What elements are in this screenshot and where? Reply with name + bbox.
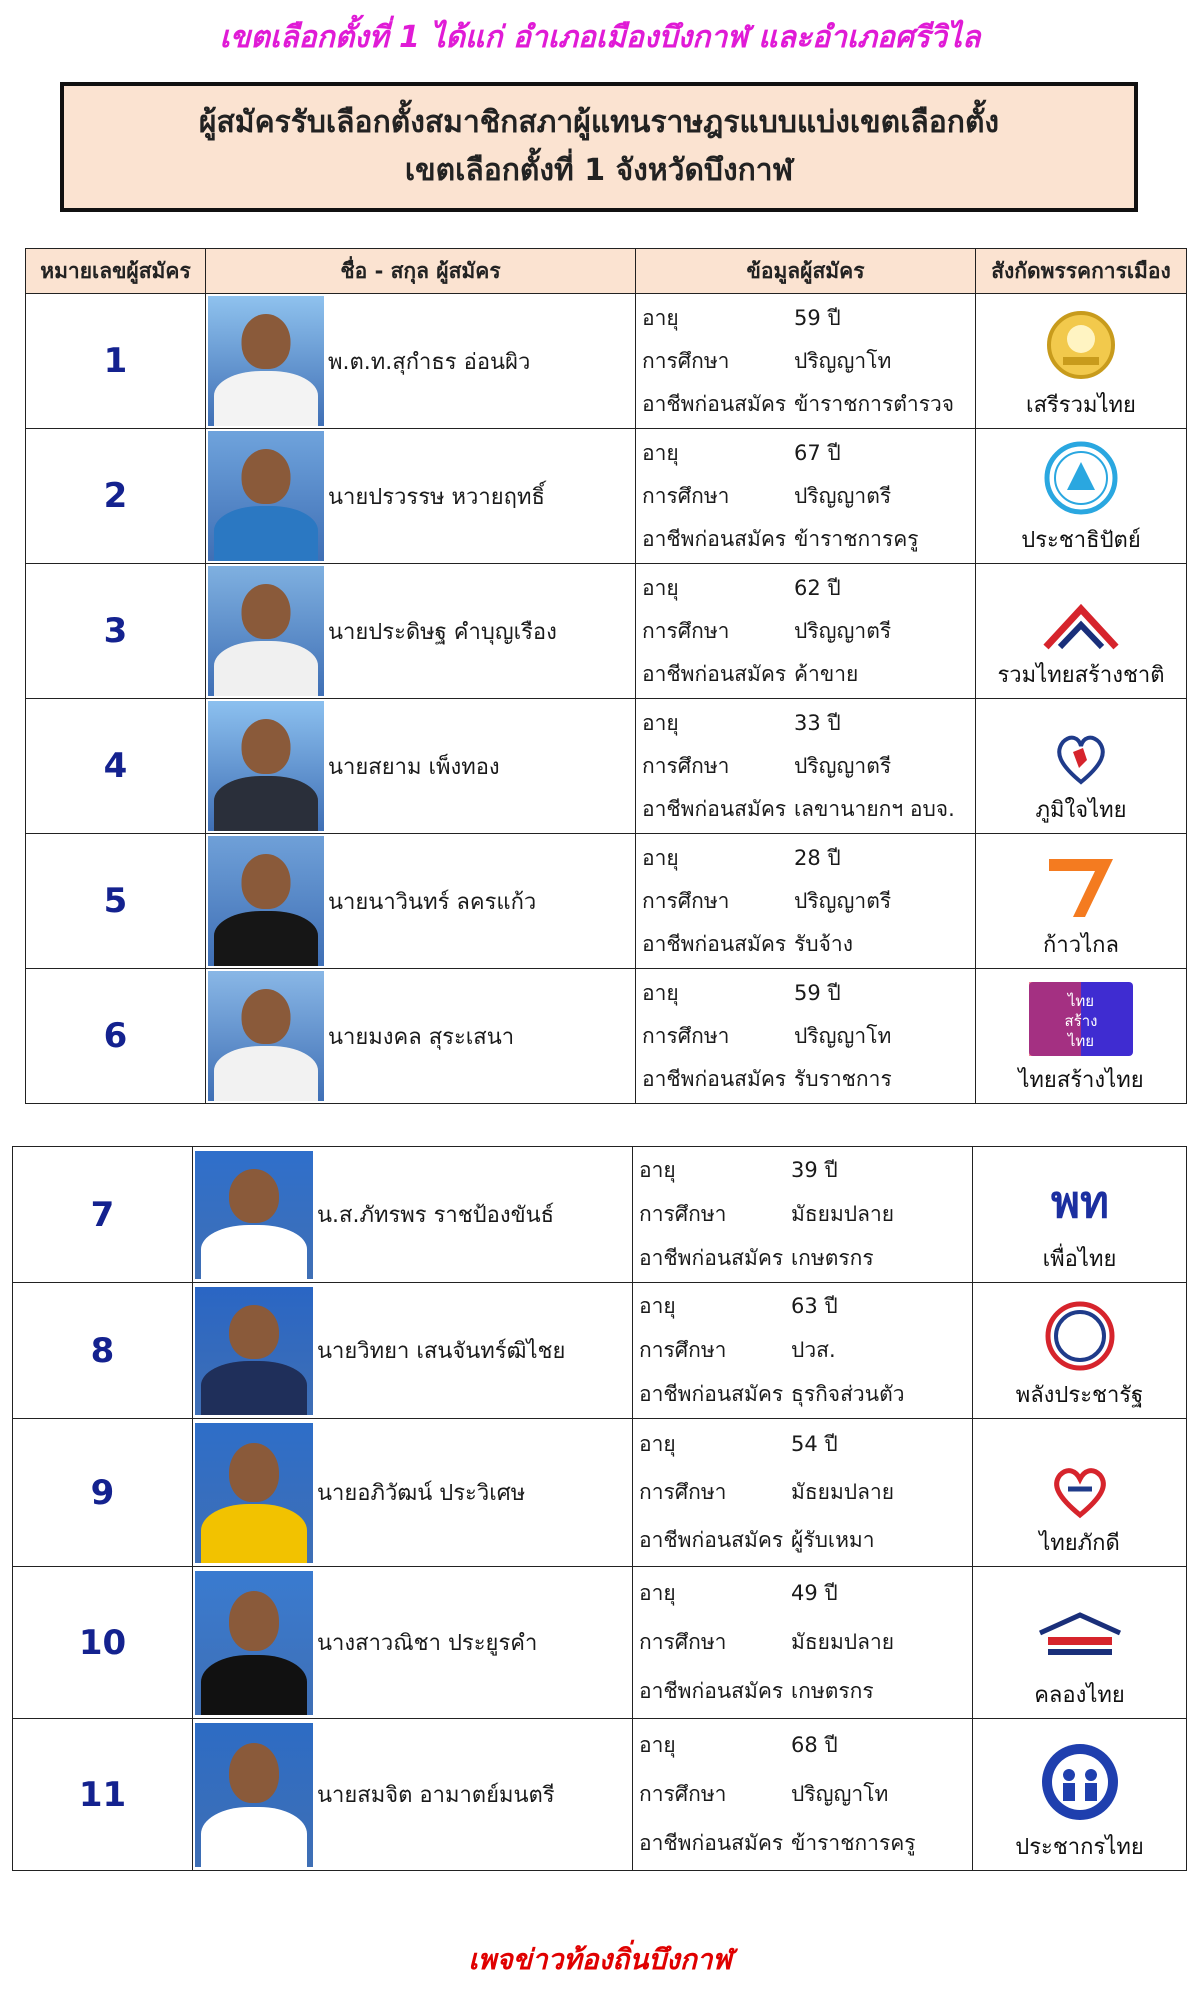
education-row (636, 610, 975, 653)
svg-text:ไทย: ไทย (1067, 1031, 1095, 1050)
occupation-value: ข้าราชการครู (791, 1831, 916, 1855)
age-label: อายุ (642, 980, 679, 1005)
party-name: เสรีรวมไทย (1026, 392, 1136, 418)
age-value: 28 ปี (794, 845, 841, 870)
party-cell (973, 1283, 1187, 1419)
candidate-number: 5 (26, 834, 206, 969)
table-header-row (26, 249, 1187, 294)
candidate-photo (208, 836, 324, 966)
candidate-photo (195, 1571, 313, 1715)
thai-citizen-logo (1039, 1741, 1121, 1823)
education-label: การศึกษา (639, 1630, 727, 1654)
occupation-label: อาชีพก่อนสมัคร (639, 1679, 784, 1703)
age-row (636, 702, 975, 745)
table-row (13, 1147, 1187, 1283)
candidate-name: นายนาวินทร์ ลครแก้ว (328, 889, 537, 915)
party-cell (973, 1419, 1187, 1567)
age-row (633, 1421, 972, 1469)
education-row (636, 475, 975, 518)
age-value: 59 ปี (794, 305, 841, 330)
occupation-row (636, 383, 975, 426)
candidate-info (633, 1419, 973, 1567)
seri-ruam-thai-logo (1045, 309, 1117, 381)
occupation-row (636, 518, 975, 561)
age-row (636, 837, 975, 880)
education-label: การศึกษา (639, 1782, 727, 1806)
age-value: 68 ปี (791, 1733, 838, 1757)
education-value: มัธยมปลาย (791, 1202, 895, 1226)
table-row (13, 1419, 1187, 1567)
thai-sang-thai-logo (1029, 982, 1133, 1056)
candidate-name: นายวิทยา เสนจันทร์ฒิไชย (317, 1339, 566, 1364)
education-value: ปริญญาตรี (794, 618, 892, 643)
occupation-label: อาชีพก่อนสมัคร (639, 1382, 784, 1406)
party-cell (973, 1719, 1187, 1871)
candidate-info (633, 1567, 973, 1719)
occupation-label: อาชีพก่อนสมัคร (642, 661, 787, 686)
occupation-row (636, 923, 975, 966)
education-value: ปริญญาตรี (794, 753, 892, 778)
education-label: การศึกษา (642, 753, 730, 778)
candidate-name-cell (193, 1419, 633, 1567)
age-label: อายุ (642, 440, 679, 465)
education-value: ปริญญาโท (794, 1023, 892, 1048)
candidate-info (636, 969, 976, 1104)
move-forward-logo (1045, 855, 1117, 921)
age-label: อายุ (639, 1733, 676, 1757)
candidate-info (636, 294, 976, 429)
table-row (26, 699, 1187, 834)
table-row (13, 1567, 1187, 1719)
table-row (26, 564, 1187, 699)
candidate-name-cell (193, 1147, 633, 1283)
candidate-name: นายมงคล สุระเสนา (328, 1024, 515, 1050)
candidate-name-cell (206, 834, 636, 969)
occupation-value: ข้าราชการตำรวจ (794, 391, 955, 416)
education-value: ปริญญาตรี (794, 483, 892, 508)
party-cell (976, 699, 1187, 834)
ruam-thai-sang-chart-logo (1036, 603, 1126, 651)
candidate-number: 8 (13, 1283, 193, 1419)
education-row (633, 1618, 972, 1667)
party-name: ไทยสร้างไทย (1018, 1067, 1144, 1093)
party-cell (976, 564, 1187, 699)
candidate-photo (208, 431, 324, 561)
education-label: การศึกษา (642, 618, 730, 643)
party-cell (976, 294, 1187, 429)
candidate-photo (208, 971, 324, 1101)
age-value: 67 ปี (794, 440, 841, 465)
klong-thai-logo (1034, 1611, 1126, 1671)
candidate-name: นางสาวณิชา ประยูรคำ (317, 1631, 538, 1656)
table-row (13, 1283, 1187, 1419)
candidate-name-cell (206, 429, 636, 564)
education-row (633, 1329, 972, 1373)
footer-page-credit: เพจข่าวท้องถิ่นบึงกาฬ (468, 1943, 732, 1976)
candidate-number: 1 (26, 294, 206, 429)
candidate-number: 11 (13, 1719, 193, 1871)
thai-pakdee-logo (1048, 1463, 1112, 1519)
education-row (633, 1469, 972, 1517)
age-value: 63 ปี (791, 1294, 838, 1318)
candidate-photo (195, 1723, 313, 1867)
occupation-label: อาชีพก่อนสมัคร (642, 1066, 787, 1091)
age-label: อายุ (639, 1432, 676, 1456)
age-value: 39 ปี (791, 1158, 838, 1182)
candidate-photo (208, 296, 324, 426)
occupation-value: ธุรกิจส่วนตัว (791, 1382, 905, 1406)
candidate-info (636, 834, 976, 969)
education-label: การศึกษา (639, 1338, 727, 1362)
age-row (636, 432, 975, 475)
candidate-table-top (25, 248, 1187, 1104)
education-row (636, 1015, 975, 1058)
age-row (633, 1721, 972, 1770)
party-cell (973, 1147, 1187, 1283)
table-row (13, 1719, 1187, 1871)
occupation-label: อาชีพก่อนสมัคร (642, 526, 787, 551)
party-cell (976, 834, 1187, 969)
candidate-number: 6 (26, 969, 206, 1104)
education-label: การศึกษา (642, 888, 730, 913)
education-row (636, 745, 975, 788)
candidate-name: นายประดิษฐ คำบุญเรือง (328, 619, 557, 645)
occupation-value: เกษตรกร (791, 1246, 874, 1270)
candidate-name: นายอภิวัฒน์ ประวิเศษ (317, 1481, 526, 1506)
age-value: 62 ปี (794, 575, 841, 600)
age-row (633, 1149, 972, 1193)
party-name: คลองไทย (1034, 1682, 1125, 1708)
age-row (636, 567, 975, 610)
occupation-row (633, 1517, 972, 1565)
occupation-value: เกษตรกร (791, 1679, 874, 1703)
candidate-table-bottom (12, 1146, 1187, 1871)
svg-text:ไทย: ไทย (1067, 991, 1095, 1010)
occupation-row (633, 1819, 972, 1868)
candidate-number: 4 (26, 699, 206, 834)
palang-pracharath-logo (1040, 1301, 1120, 1371)
age-label: อายุ (639, 1294, 676, 1318)
education-row (636, 340, 975, 383)
party-name: รวมไทยสร้างชาติ (997, 662, 1165, 688)
svg-text:สร้าง: สร้าง (1064, 1011, 1098, 1030)
header-line-2: เขตเลือกตั้งที่ 1 จังหวัดบึงกาฬ (404, 153, 794, 188)
header-box (60, 82, 1138, 212)
education-value: ปริญญาโท (794, 348, 892, 373)
candidate-info (636, 564, 976, 699)
candidate-number: 10 (13, 1567, 193, 1719)
age-value: 54 ปี (791, 1432, 838, 1456)
column-header-number: หมายเลขผู้สมัคร (26, 249, 206, 294)
party-name: ภูมิใจไทย (1035, 797, 1127, 823)
svg-text:พท: พท (1050, 1178, 1109, 1228)
occupation-value: เลขานายกฯ อบจ. (794, 796, 955, 821)
age-label: อายุ (642, 305, 679, 330)
party-cell (976, 969, 1187, 1104)
candidate-number: 3 (26, 564, 206, 699)
age-label: อายุ (639, 1158, 676, 1182)
party-name: พลังประชารัฐ (1015, 1382, 1144, 1408)
candidate-name-cell (193, 1719, 633, 1871)
candidate-number: 9 (13, 1419, 193, 1567)
party-name: ไทยภักดี (1039, 1530, 1120, 1556)
candidate-name: น.ส.ภัทรพร ราชป้องขันธ์ (317, 1203, 555, 1228)
candidate-photo (208, 566, 324, 696)
candidate-name-cell (193, 1567, 633, 1719)
occupation-row (636, 1058, 975, 1101)
bhumjaithai-logo (1051, 730, 1111, 786)
education-value: ปริญญาโท (791, 1782, 889, 1806)
candidate-name-cell (206, 699, 636, 834)
table-row (26, 969, 1187, 1104)
education-label: การศึกษา (642, 483, 730, 508)
age-value: 59 ปี (794, 980, 841, 1005)
education-label: การศึกษา (639, 1202, 727, 1226)
education-value: ปริญญาตรี (794, 888, 892, 913)
candidate-name-cell (206, 564, 636, 699)
party-name: ประชาธิปัตย์ (1021, 527, 1141, 553)
party-cell (976, 429, 1187, 564)
party-name: ประชากรไทย (1015, 1834, 1144, 1860)
party-name: ก้าวไกล (1043, 932, 1119, 958)
column-header-info: ข้อมูลผู้สมัคร (636, 249, 976, 294)
candidate-name: พ.ต.ท.สุกำธร อ่อนผิว (328, 349, 531, 375)
candidate-photo (195, 1151, 313, 1279)
occupation-row (636, 788, 975, 831)
age-label: อายุ (639, 1581, 676, 1605)
candidate-name-cell (193, 1283, 633, 1419)
candidate-info (636, 429, 976, 564)
candidate-name: นายสมจิต อามาตย์มนตรี (317, 1783, 555, 1808)
party-name: เพื่อไทย (1042, 1246, 1117, 1272)
education-label: การศึกษา (642, 1023, 730, 1048)
party-cell (973, 1567, 1187, 1719)
age-value: 33 ปี (794, 710, 841, 735)
education-label: การศึกษา (639, 1480, 727, 1504)
age-row (636, 297, 975, 340)
occupation-value: ข้าราชการครู (794, 526, 919, 551)
education-row (633, 1770, 972, 1819)
page-title: เขตเลือกตั้งที่ 1 ได้แก่ อำเภอเมืองบึงกาฬ และอำเภอศรีวิไล (219, 20, 981, 55)
age-row (633, 1285, 972, 1329)
candidate-photo (195, 1287, 313, 1415)
candidate-info (633, 1719, 973, 1871)
occupation-row (633, 1667, 972, 1716)
occupation-value: ค้าขาย (794, 661, 859, 686)
occupation-row (636, 653, 975, 696)
candidate-number: 7 (13, 1147, 193, 1283)
candidate-photo (208, 701, 324, 831)
occupation-label: อาชีพก่อนสมัคร (639, 1528, 784, 1552)
candidate-info (636, 699, 976, 834)
age-label: อายุ (642, 845, 679, 870)
education-value: มัธยมปลาย (791, 1480, 895, 1504)
candidate-name-cell (206, 969, 636, 1104)
occupation-label: อาชีพก่อนสมัคร (639, 1246, 784, 1270)
democrat-logo (1043, 440, 1119, 516)
table-row (26, 834, 1187, 969)
column-header-name: ชื่อ - สกุล ผู้สมัคร (206, 249, 636, 294)
candidate-name-cell (206, 294, 636, 429)
table-row (26, 429, 1187, 564)
candidate-name: นายปรวรรษ หวายฤทธิ์ (328, 484, 545, 510)
occupation-label: อาชีพก่อนสมัคร (642, 796, 787, 821)
education-value: มัธยมปลาย (791, 1630, 895, 1654)
candidate-number: 2 (26, 429, 206, 564)
occupation-row (633, 1237, 972, 1281)
candidate-info (633, 1283, 973, 1419)
education-label: การศึกษา (642, 348, 730, 373)
pheu-thai-logo (1025, 1179, 1135, 1235)
occupation-label: อาชีพก่อนสมัคร (642, 931, 787, 956)
occupation-value: รับราชการ (794, 1066, 892, 1091)
candidate-name: นายสยาม เพ็งทอง (328, 754, 500, 780)
age-value: 49 ปี (791, 1581, 838, 1605)
occupation-row (633, 1373, 972, 1417)
occupation-value: ผู้รับเหมา (791, 1528, 875, 1552)
table-row (26, 294, 1187, 429)
candidate-photo (195, 1423, 313, 1563)
column-header-party: สังกัดพรรคการเมือง (976, 249, 1187, 294)
occupation-label: อาชีพก่อนสมัคร (639, 1831, 784, 1855)
education-row (636, 880, 975, 923)
education-value: ปวส. (791, 1338, 836, 1362)
candidate-info (633, 1147, 973, 1283)
age-label: อายุ (642, 575, 679, 600)
age-row (636, 972, 975, 1015)
occupation-value: รับจ้าง (794, 931, 853, 956)
occupation-label: อาชีพก่อนสมัคร (642, 391, 787, 416)
education-row (633, 1193, 972, 1237)
age-label: อายุ (642, 710, 679, 735)
header-line-1: ผู้สมัครรับเลือกตั้งสมาชิกสภาผู้แทนราษฎรแบบแบ่งเขตเลือกตั้ง (198, 105, 1000, 140)
age-row (633, 1569, 972, 1618)
